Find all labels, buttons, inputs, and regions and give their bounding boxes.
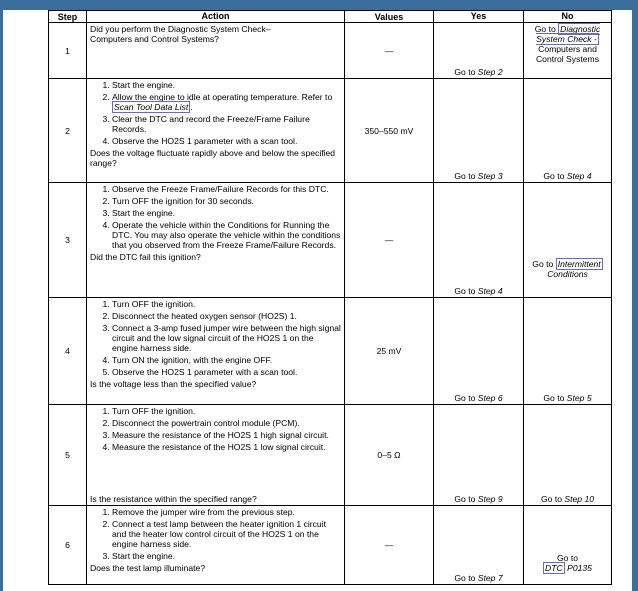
window-left-border — [0, 0, 3, 591]
no-cell — [524, 506, 612, 585]
action-cell — [87, 298, 345, 405]
action-list — [90, 299, 341, 377]
yes-cell — [434, 23, 524, 79]
header-no: No — [524, 11, 612, 23]
diagnostic-procedure-table — [48, 10, 612, 585]
action-list — [90, 184, 341, 250]
step-number: 2 — [49, 79, 87, 183]
yes-step-link[interactable]: Step 9 — [477, 494, 503, 504]
no-prefix: Go to — [556, 553, 579, 563]
action-cell — [87, 79, 345, 183]
yes-prefix: Go to — [454, 393, 478, 403]
no-step-link[interactable]: Step 4 — [566, 171, 592, 181]
action-question: Does the test lamp illuminate? — [90, 563, 206, 573]
no-prefix: Go to — [543, 393, 567, 403]
action-item: 1. Start the engine. — [112, 80, 341, 90]
yes-prefix: Go to — [454, 573, 478, 583]
scan-tool-data-list-link[interactable]: Scan Tool Data List — [114, 102, 189, 112]
action-question: Is the voltage less than the specified value? — [90, 379, 257, 389]
action-item: 3. Measure the resistance of the HO2S 1 high signal circuit. — [112, 430, 341, 440]
value-cell: 0–5 Ω — [345, 405, 434, 506]
value-cell: — — [345, 23, 434, 79]
table-row-step-3 — [49, 183, 612, 298]
action-item: 3. Start the engine. — [112, 551, 341, 561]
yes-step-link[interactable]: Step 4 — [477, 286, 503, 296]
table-row-step-5 — [49, 405, 612, 506]
yes-step-link[interactable]: Step 7 — [477, 573, 503, 583]
step-number: 5 — [49, 405, 87, 506]
action-item: 1. Turn OFF the ignition. — [112, 299, 341, 309]
action-item: 1. Turn OFF the ignition. — [112, 406, 341, 416]
action-question: Did you perform the Diagnostic System Check– Computers and Control Systems? — [90, 24, 271, 44]
header-action: Action — [87, 11, 345, 23]
action-item: 2. Connect a test lamp between the heater ignition 1 circuit and the heater low control circuit of the HO2S 1 on the engine harness side. — [112, 519, 341, 549]
yes-step-link[interactable]: Step 3 — [477, 171, 503, 181]
no-prefix: Go to — [540, 494, 565, 504]
no-suffix: Conditions — [547, 269, 588, 279]
action-question: Is the resistance within the specified range? — [90, 494, 257, 504]
value-cell: — — [345, 183, 434, 298]
action-cell — [87, 183, 345, 298]
yes-prefix: Go to — [454, 494, 478, 504]
yes-prefix: Go to — [454, 171, 478, 181]
no-prefix: Go to — [532, 259, 556, 269]
value-cell: — — [345, 506, 434, 585]
header-step: Step — [49, 11, 87, 23]
diagnostic-system-check-link[interactable]: Diagnostic System Check - — [536, 24, 601, 44]
no-cell — [524, 23, 612, 79]
yes-prefix: Go to — [454, 67, 478, 77]
table-header-row — [49, 11, 612, 23]
action-item: 2. Disconnect the powertrain control module (PCM). — [112, 418, 341, 428]
action-item: 2. Disconnect the heated oxygen sensor (HO2S) 1. — [112, 311, 341, 321]
action-item: 1. Remove the jumper wire from the previous step. — [112, 507, 341, 517]
value-cell: 350–550 mV — [345, 79, 434, 183]
no-cell — [524, 183, 612, 298]
action-question: Did the DTC fail this ignition? — [90, 252, 201, 262]
yes-step-link[interactable]: Step 6 — [477, 393, 503, 403]
table-row-step-6 — [49, 506, 612, 585]
yes-cell — [434, 79, 524, 183]
action-item: 3. Clear the DTC and record the Freeze/Frame Failure Records. — [112, 114, 341, 134]
action-item: 2. Allow the engine to idle at operating temperature. Refer to Scan Tool Data List . — [112, 92, 341, 112]
step-number: 3 — [49, 183, 87, 298]
window-top-border — [0, 0, 638, 10]
no-suffix: Computers and Control Systems — [535, 44, 600, 64]
step-number: 1 — [49, 23, 87, 79]
value-cell: 25 mV — [345, 298, 434, 405]
action-question: Does the voltage fluctuate rapidly above and below the specified range? — [90, 148, 336, 168]
action-list — [90, 406, 341, 452]
no-prefix: Go to — [534, 24, 559, 34]
action-item: 4. Observe the HO2S 1 parameter with a scan tool. — [112, 136, 341, 146]
action-list — [90, 80, 341, 146]
dtc-link[interactable]: DTC — [545, 563, 563, 573]
header-values: Values — [345, 11, 434, 23]
action-item: 4. Measure the resistance of the HO2S 1 low signal circuit. — [112, 442, 341, 452]
no-cell — [524, 79, 612, 183]
window-right-border — [632, 0, 638, 591]
no-cell — [524, 405, 612, 506]
no-step-link[interactable]: Step 10 — [564, 494, 595, 504]
action-cell — [87, 506, 345, 585]
action-list — [90, 507, 341, 561]
action-item: 3. Start the engine. — [112, 208, 341, 218]
step-number: 4 — [49, 298, 87, 405]
action-item: 4. Operate the vehicle within the Conditions for Running the DTC. You may also operate the vehicle within the conditions that you observed from the Freeze Frame/Failure Records. — [112, 220, 341, 250]
action-item: 5. Observe the HO2S 1 parameter with a scan tool. — [112, 367, 341, 377]
header-yes: Yes — [434, 11, 524, 23]
no-prefix: Go to — [543, 171, 567, 181]
action-item: 3. Connect a 3-amp fused jumper wire between the high signal circuit and the low signal circuit of the HO2S 1 on the engine harness side. — [112, 323, 341, 353]
yes-prefix: Go to — [454, 286, 478, 296]
intermittent-conditions-link[interactable]: Intermittent — [557, 259, 601, 269]
step-number: 6 — [49, 506, 87, 585]
yes-cell — [434, 405, 524, 506]
table-row-step-1 — [49, 23, 612, 79]
action-cell — [87, 405, 345, 506]
yes-cell — [434, 506, 524, 585]
action-item: 2. Turn OFF the ignition for 30 seconds. — [112, 196, 341, 206]
yes-cell — [434, 183, 524, 298]
action-item: 1. Observe the Freeze Frame/Failure Records for this DTC. — [112, 184, 341, 194]
yes-step-link[interactable]: Step 2 — [477, 67, 503, 77]
no-suffix: P0135 — [564, 563, 592, 573]
table-row-step-4 — [49, 298, 612, 405]
no-cell — [524, 298, 612, 405]
action-item: 4. Turn ON the ignition, with the engine OFF. — [112, 355, 341, 365]
table-row-step-2 — [49, 79, 612, 183]
no-step-link[interactable]: Step 5 — [566, 393, 592, 403]
action-cell — [87, 23, 345, 79]
yes-cell — [434, 298, 524, 405]
